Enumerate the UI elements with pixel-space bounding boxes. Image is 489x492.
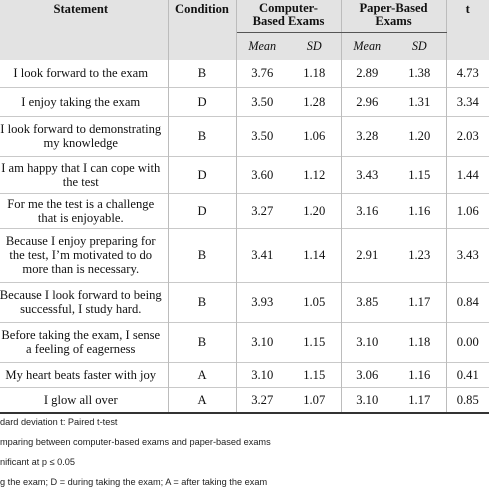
cb-sd-cell: 1.06 (288, 116, 341, 156)
condition-cell: B (168, 60, 236, 87)
condition-cell: D (168, 193, 236, 228)
cb-sd-cell: 1.18 (288, 60, 341, 87)
note-line: g the exam; D = during taking the exam; A = after taking the exam (0, 477, 268, 487)
statement-cell: Because I look forward to being successful, I study hard. (0, 282, 168, 322)
statement-cell: I look forward to the exam (0, 60, 168, 87)
t-value-cell: 0.00 (446, 322, 489, 362)
t-value-cell: 0.41 (446, 362, 489, 387)
pb-sd-cell: 1.20 (393, 116, 446, 156)
pb-sd-cell: 1.16 (393, 193, 446, 228)
cb-sd-cell: 1.12 (288, 156, 341, 193)
table-row (0, 282, 489, 322)
cb-mean-cell: 3.60 (236, 156, 288, 193)
condition-cell: D (168, 87, 236, 116)
cb-sd-cell: 1.28 (288, 87, 341, 116)
statement-cell: My heart beats faster with joy (0, 362, 168, 387)
statement-cell: For me the test is a challenge that is enjoyable. (0, 193, 168, 228)
results-table-body (0, 60, 489, 413)
t-value-cell: 0.84 (446, 282, 489, 322)
pb-sd-cell: 1.16 (393, 362, 446, 387)
cb-mean-cell: 3.41 (236, 228, 288, 282)
note-line: dard deviation t: Paired t-test (0, 417, 118, 427)
cb-sd-cell: 1.05 (288, 282, 341, 322)
statement-cell: Because I enjoy preparing for the test, I’m motivated to do more than is necessary. (0, 228, 168, 282)
header-t: t (446, 0, 489, 60)
table-row (0, 228, 489, 282)
statement-cell: Before taking the exam, I sense a feeling of eagerness (0, 322, 168, 362)
pb-sd-cell: 1.38 (393, 60, 446, 87)
t-value-cell: 0.85 (446, 387, 489, 413)
header-computer-based-exams: Computer- Based Exams (236, 0, 341, 32)
cb-mean-cell: 3.93 (236, 282, 288, 322)
header-statement: Statement (0, 0, 168, 60)
pb-mean-cell: 3.06 (341, 362, 393, 387)
pb-sd-cell: 1.23 (393, 228, 446, 282)
pb-mean-cell: 3.10 (341, 322, 393, 362)
table-row (0, 322, 489, 362)
table-row (0, 362, 489, 387)
cb-mean-cell: 3.27 (236, 387, 288, 413)
pb-sd-cell: 1.31 (393, 87, 446, 116)
pb-sd-cell: 1.15 (393, 156, 446, 193)
cb-mean-cell: 3.50 (236, 116, 288, 156)
condition-cell: B (168, 116, 236, 156)
subheader-pb-sd: SD (393, 32, 446, 60)
cb-sd-cell: 1.15 (288, 362, 341, 387)
condition-cell: A (168, 387, 236, 413)
cb-sd-cell: 1.07 (288, 387, 341, 413)
header-paper-based-exams: Paper-Based Exams (341, 0, 446, 32)
t-value-cell: 1.44 (446, 156, 489, 193)
table-row (0, 193, 489, 228)
table-row (0, 387, 489, 413)
cb-mean-cell: 3.10 (236, 362, 288, 387)
subheader-cb-sd: SD (288, 32, 341, 60)
condition-cell: B (168, 228, 236, 282)
note-line: nificant at p ≤ 0.05 (0, 457, 76, 467)
condition-cell: A (168, 362, 236, 387)
cb-sd-cell: 1.14 (288, 228, 341, 282)
cb-mean-cell: 3.27 (236, 193, 288, 228)
note-line: mparing between computer-based exams and paper-based exams (0, 437, 271, 447)
pb-sd-cell: 1.18 (393, 322, 446, 362)
pb-mean-cell: 3.16 (341, 193, 393, 228)
pb-mean-cell: 2.89 (341, 60, 393, 87)
cb-sd-cell: 1.20 (288, 193, 341, 228)
cb-sd-cell: 1.15 (288, 322, 341, 362)
t-value-cell: 3.34 (446, 87, 489, 116)
condition-cell: B (168, 322, 236, 362)
cb-mean-cell: 3.50 (236, 87, 288, 116)
table-row (0, 60, 489, 87)
pb-mean-cell: 3.10 (341, 387, 393, 413)
condition-cell: B (168, 282, 236, 322)
t-value-cell: 1.06 (446, 193, 489, 228)
subheader-pb-mean: Mean (341, 32, 393, 60)
pb-mean-cell: 2.91 (341, 228, 393, 282)
statement-cell: I look forward to demonstrating my knowledge (0, 116, 168, 156)
pb-mean-cell: 2.96 (341, 87, 393, 116)
cb-mean-cell: 3.76 (236, 60, 288, 87)
pb-sd-cell: 1.17 (393, 387, 446, 413)
pb-mean-cell: 3.43 (341, 156, 393, 193)
header-condition: Condition (168, 0, 236, 60)
cb-mean-cell: 3.10 (236, 322, 288, 362)
subheader-cb-mean: Mean (236, 32, 288, 60)
t-value-cell: 4.73 (446, 60, 489, 87)
statement-cell: I enjoy taking the exam (0, 87, 168, 116)
statement-cell: I am happy that I can cope with the test (0, 156, 168, 193)
t-value-cell: 3.43 (446, 228, 489, 282)
table-row (0, 116, 489, 156)
pb-mean-cell: 3.28 (341, 116, 393, 156)
table-row (0, 156, 489, 193)
t-value-cell: 2.03 (446, 116, 489, 156)
statement-cell: I glow all over (0, 387, 168, 413)
pb-sd-cell: 1.17 (393, 282, 446, 322)
table-row (0, 87, 489, 116)
table-notes (0, 412, 474, 492)
pb-mean-cell: 3.85 (341, 282, 393, 322)
condition-cell: D (168, 156, 236, 193)
